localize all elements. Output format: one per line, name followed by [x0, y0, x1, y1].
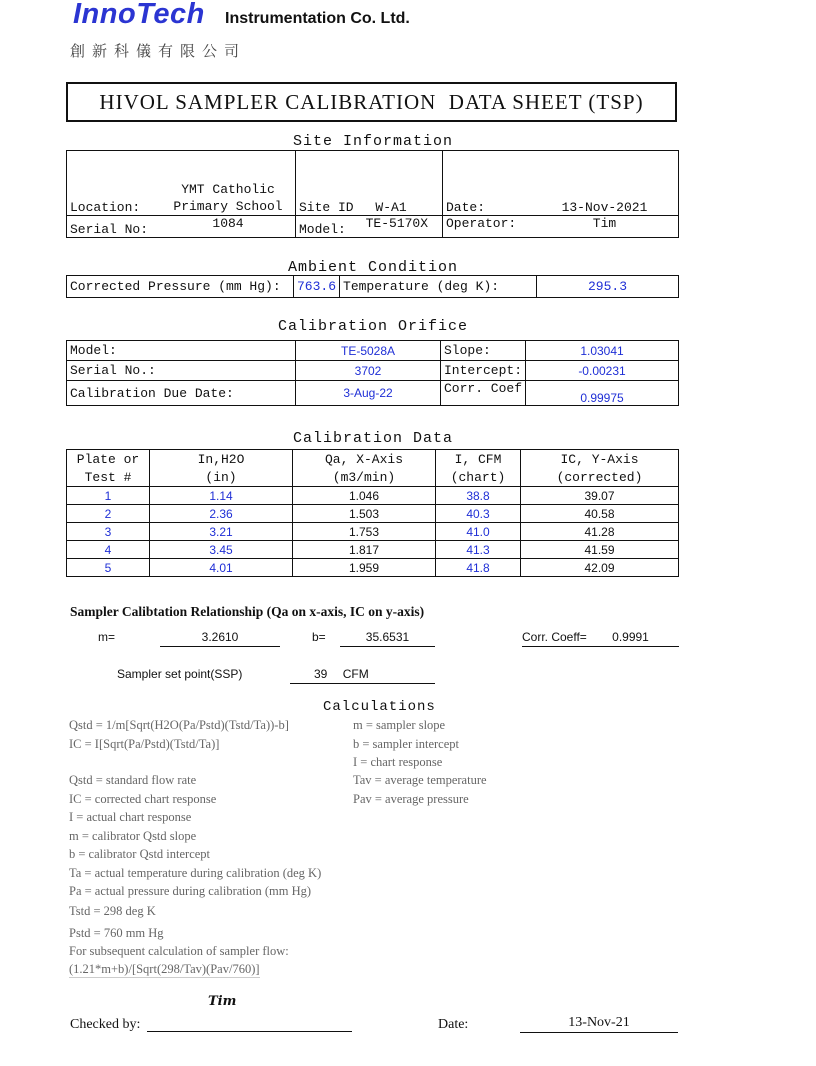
company-chinese-name: 創新科儀有限公司	[70, 42, 247, 60]
ic-value: 42.09	[521, 559, 679, 577]
site-info-title: Site Information	[292, 133, 454, 150]
def-ic: IC = corrected chart response	[69, 792, 217, 806]
cal-data-table	[66, 449, 679, 577]
test-number: 5	[67, 559, 150, 577]
footer-date-label: Date:	[438, 1017, 469, 1032]
location-value	[161, 151, 296, 216]
subsequent-formula: (1.21*m+b)/[Sqrt(298/Tav)(Pav/760)]	[69, 962, 260, 976]
qa-value: 1.503	[293, 505, 436, 523]
site-info-table	[66, 150, 679, 238]
def-tstd: Tstd = 298 deg K	[69, 904, 156, 918]
test-number: 3	[67, 523, 150, 541]
i-cfm-value: 38.8	[436, 487, 521, 505]
subsequent-label: For subsequent calculation of sampler flow:	[69, 944, 289, 958]
slope-value: 1.03041	[526, 341, 679, 361]
qa-value: 1.817	[293, 541, 436, 559]
header-cell: IC, Y-Axis	[521, 450, 679, 469]
ssp-value: 39	[314, 667, 328, 681]
pressure-label: Corrected Pressure (mm Hg):	[67, 276, 294, 298]
intercept-value: -0.00231	[526, 361, 679, 381]
qa-value: 1.046	[293, 487, 436, 505]
serial-value: 1084	[161, 215, 296, 237]
ic-value: 41.59	[521, 541, 679, 559]
due-date-label: Calibration Due Date:	[67, 381, 296, 406]
ic-value: 40.58	[521, 505, 679, 523]
test-number: 2	[67, 505, 150, 523]
operator-label: Operator:	[443, 215, 532, 237]
ic-value: 41.28	[521, 523, 679, 541]
header-cell: Plate or	[67, 450, 150, 469]
orifice-model-label: Model:	[67, 341, 296, 361]
orifice-serial-label: Serial No.:	[67, 361, 296, 381]
ssp-row	[290, 667, 435, 684]
header-cell: Test #	[67, 468, 150, 487]
ssp-unit: CFM	[342, 667, 369, 681]
header-cell: (chart)	[436, 468, 521, 487]
corr-coeff-label: Corr. Coeff=	[522, 630, 587, 644]
test-number: 1	[67, 487, 150, 505]
corr-coeff-value: 0.9991	[612, 630, 649, 644]
test-number: 4	[67, 541, 150, 559]
m-value: 3.2610	[160, 630, 280, 647]
inh2o-value: 2.36	[150, 505, 293, 523]
header-cell: (in)	[150, 468, 293, 487]
def-pstd: Pstd = 760 mm Hg	[69, 926, 164, 940]
ambient-table	[66, 275, 679, 298]
qa-value: 1.753	[293, 523, 436, 541]
page-title	[66, 82, 677, 122]
header-cell: (corrected)	[521, 468, 679, 487]
location-line-2: Primary School	[173, 198, 283, 214]
table-row	[67, 523, 679, 541]
formula-qstd: Qstd = 1/m[Sqrt(H2O(Pa/Pstd)(Tstd/Ta))-b]	[69, 718, 289, 732]
checked-by-line	[147, 1031, 352, 1032]
serial-label: Serial No:	[67, 215, 162, 237]
def-tav: Tav = average temperature	[353, 773, 487, 787]
def-sampler-m: m = sampler slope	[353, 718, 446, 732]
def-pa: Pa = actual pressure during calibration (mm Hg)	[69, 884, 312, 898]
i-cfm-value: 41.3	[436, 541, 521, 559]
def-b: b = calibrator Qstd intercept	[69, 847, 211, 861]
cal-data-title: Calibration Data	[292, 430, 454, 447]
b-label: b=	[312, 630, 326, 644]
ssp-label: Sampler set point(SSP)	[117, 667, 243, 681]
inh2o-value: 3.21	[150, 523, 293, 541]
date-label: Date:	[443, 151, 532, 216]
ambient-title: Ambient Condition	[287, 259, 459, 276]
table-row	[67, 559, 679, 577]
site-id-label: Site ID	[299, 199, 354, 215]
def-ta: Ta = actual temperature during calibration (deg K)	[69, 866, 322, 880]
site-id-cell	[296, 151, 443, 216]
location-label: Location:	[67, 151, 162, 216]
header-cell: I, CFM	[436, 450, 521, 469]
temperature-label: Temperature (deg K):	[340, 276, 537, 298]
header-cell: In,H2O	[150, 450, 293, 469]
corr-coef-label: Corr. Coef	[441, 381, 526, 406]
orifice-serial-value: 3702	[296, 361, 441, 381]
orifice-title: Calibration Orifice	[277, 318, 469, 335]
footer-date-value: 13-Nov-21	[520, 1015, 678, 1033]
intercept-label: Intercept:	[441, 361, 526, 381]
qa-value: 1.959	[293, 559, 436, 577]
formula-ic: IC = I[Sqrt(Pa/Pstd)(Tstd/Ta)]	[69, 737, 220, 751]
i-cfm-value: 41.0	[436, 523, 521, 541]
calculations-title: Calculations	[323, 699, 436, 715]
i-cfm-value: 40.3	[436, 505, 521, 523]
orifice-table	[66, 340, 679, 406]
b-value: 35.6531	[340, 630, 435, 647]
corr-coeff-row	[522, 630, 679, 647]
checked-by-label: Checked by:	[70, 1017, 141, 1032]
inh2o-value: 4.01	[150, 559, 293, 577]
page-title-text: HIVOL SAMPLER CALIBRATION DATA SHEET (TSP)	[99, 89, 644, 114]
slope-label: Slope:	[441, 341, 526, 361]
table-row	[67, 505, 679, 523]
corr-coef-value: 0.99975	[526, 381, 679, 406]
table-row	[67, 541, 679, 559]
site-id-value: W-A1	[375, 199, 407, 215]
i-cfm-value: 41.8	[436, 559, 521, 577]
inh2o-value: 1.14	[150, 487, 293, 505]
model-value: TE-5170X	[365, 216, 429, 231]
model-label: Model:	[299, 222, 346, 237]
table-row	[67, 487, 679, 505]
signature: Tim	[208, 994, 237, 1009]
def-pav: Pav = average pressure	[353, 792, 469, 806]
def-qstd: Qstd = standard flow rate	[69, 773, 197, 787]
header-cell: Qa, X-Axis	[293, 450, 436, 469]
def-m: m = calibrator Qstd slope	[69, 829, 197, 843]
pressure-value: 763.6	[294, 276, 340, 298]
inh2o-value: 3.45	[150, 541, 293, 559]
company-name: Instrumentation Co. Ltd.	[225, 10, 410, 27]
operator-value: Tim	[531, 215, 679, 237]
m-label: m=	[98, 630, 116, 644]
due-date-value: 3-Aug-22	[296, 381, 441, 406]
company-logo: InnoTech	[73, 0, 205, 30]
temperature-value: 295.3	[537, 276, 679, 298]
def-i: I = actual chart response	[69, 810, 192, 824]
relationship-title: Sampler Calibtation Relationship (Qa on x-axis, IC on y-axis)	[70, 604, 425, 619]
location-line-1: YMT Catholic	[181, 181, 275, 197]
model-cell	[296, 215, 443, 237]
ic-value: 39.07	[521, 487, 679, 505]
def-sampler-i: I = chart response	[353, 755, 443, 769]
orifice-model-value: TE-5028A	[296, 341, 441, 361]
date-value: 13-Nov-2021	[531, 151, 679, 216]
header-cell: (m3/min)	[293, 468, 436, 487]
def-sampler-b: b = sampler intercept	[353, 737, 459, 751]
